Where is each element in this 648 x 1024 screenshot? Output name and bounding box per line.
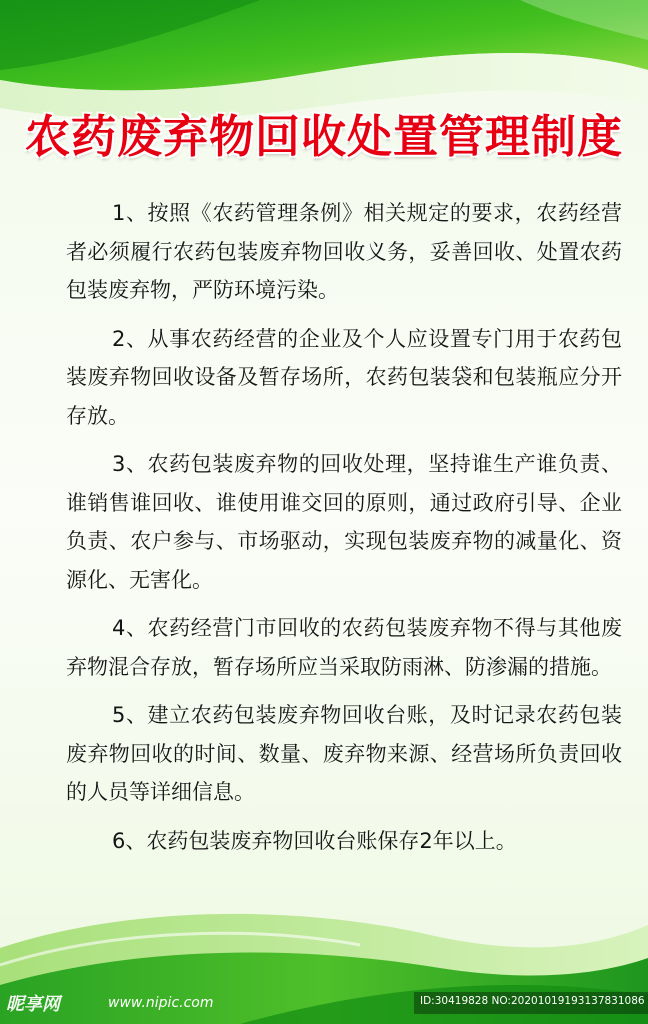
watermark-url: www.nipic.com bbox=[108, 995, 214, 1011]
regulation-item-5: 5、建立农药包装废弃物回收台账，及时记录农药包装废弃物回收的时间、数量、废弃物来源、经营场所负责回收的人员等详细信息。 bbox=[66, 703, 622, 804]
regulation-item-6: 6、农药包装废弃物回收台账保存2年以上。 bbox=[112, 828, 517, 853]
watermark-logo: 昵享网 bbox=[6, 994, 60, 1015]
regulation-text bbox=[66, 194, 622, 870]
watermark-id: ID:30419828 NO:20201019193137831086 bbox=[420, 995, 645, 1007]
regulation-item-2: 2、从事农药经营的企业及个人应设置专门用于农药包装废弃物回收设备及暂存场所，农药包装袋和包装瓶应分开存放。 bbox=[66, 326, 622, 428]
poster-title: 农药废弃物回收处置管理制度 bbox=[24, 110, 623, 163]
regulation-item-3: 3、农药包装废弃物的回收处理，坚持谁生产谁负责、谁销售谁回收、谁使用谁交回的原则，通过政府引导、企业负责、农户参与、市场驱动，实现包装废弃物的减量化、资源化、无害化。 bbox=[66, 452, 622, 592]
regulation-item-4: 4、农药经营门市回收的农药包装废弃物不得与其他废弃物混合存放，暂存场所应当采取防雨淋、防渗漏的措施。 bbox=[66, 616, 622, 679]
regulation-item-1: 1、按照《农药管理条例》相关规定的要求，农药经营者必须履行农药包装废弃物回收义务，妥善回收、处置农药包装废弃物，严防环境污染。 bbox=[66, 201, 622, 302]
